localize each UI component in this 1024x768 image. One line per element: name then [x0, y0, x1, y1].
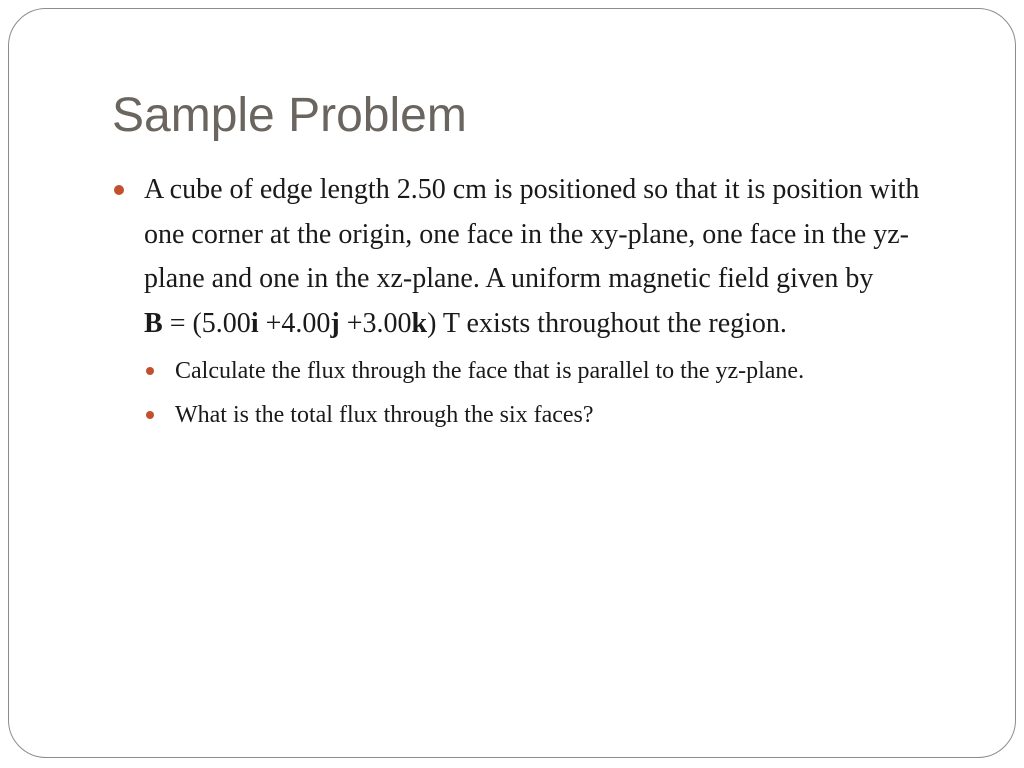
equation-part: )	[427, 307, 437, 339]
slide-title: Sample Problem	[112, 89, 467, 142]
unit-vector-j: j	[330, 307, 340, 339]
bullet-dot-icon	[146, 367, 154, 375]
sub-bullet	[146, 394, 935, 436]
slide-content	[114, 168, 964, 436]
field-equation	[144, 308, 436, 339]
bullet-main-text: A cube of edge length 2.50 cm is positioned so that it is position with one corner at the origin, one face in the xy-plane, one face in the yz-plane and one in the xz-plane. A uniform magnetic field given by	[144, 174, 920, 294]
equation-part: +4.00	[258, 307, 331, 339]
bullet-main-tail: T exists throughout the region.	[436, 307, 787, 339]
field-vector-symbol: B	[144, 307, 163, 339]
bullet-dot-icon	[114, 185, 124, 195]
equation-part: = (5.00	[162, 307, 251, 339]
sub-bullet-text: Calculate the flux through the face that is parallel to the yz-plane.	[175, 358, 805, 384]
unit-vector-i: i	[250, 307, 259, 339]
bullet-main	[114, 168, 964, 346]
sub-bullet-text: What is the total flux through the six faces?	[175, 402, 594, 428]
equation-part: +3.00	[339, 307, 412, 339]
bullet-dot-icon	[146, 411, 154, 419]
unit-vector-k: k	[411, 307, 428, 339]
sub-bullet	[146, 350, 935, 392]
